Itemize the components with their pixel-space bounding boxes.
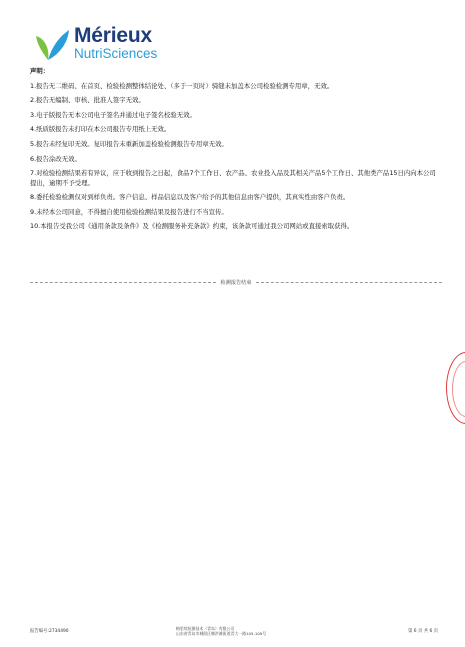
logo-wordmark-line2: NutriSciences (74, 46, 158, 61)
divider-line-right (256, 282, 442, 283)
company-address-line: 山东省青岛市城阳区棘洪滩街道青大一路105-109号 (176, 631, 267, 637)
statement-item: 3.电子版报告无本公司电子签名并通过电子签名校验无效。 (30, 110, 196, 119)
statement-item: 10.本报告受我公司《通用条款及条件》及《检测服务补充条款》约束，该条款可通过我公司网站或直接索取获得。 (30, 222, 354, 231)
statement-item: 5.报告未经复印无效。复印报告未重新加盖检验检测报告专用章无效。 (30, 139, 228, 148)
divider-line-left (30, 282, 216, 283)
logo-mark-icon (34, 28, 70, 62)
statement-item: 8.委托检验检测仅对到样负责。客户信息、样品信息以及客户给予的其他信息由客户提供，其真实性由客户负责。 (30, 193, 350, 202)
report-end-divider (30, 277, 442, 287)
logo-wordmark-line1: Mérieux (74, 24, 152, 47)
company-name-line: 梅里埃检测技术（青岛）有限公司 (176, 626, 235, 631)
company-logo (34, 24, 164, 64)
statement-item: 1.报告无二维码、在首页、检验检测整体结论处、（多于一页时）骑缝未加盖本公司检验检测专用章，无效。 (30, 81, 334, 90)
statement-section (30, 67, 442, 237)
statement-item: 4.纸质版报告未打印在本公司报告专用纸上无效。 (30, 125, 171, 134)
statement-item: 6.报告涂改无效。 (30, 154, 81, 163)
statement-item: 2.报告无编制、审核、批准人签字无效。 (30, 96, 145, 105)
seal-stamp (446, 352, 465, 424)
report-number: 报告编号:2734490 (30, 629, 69, 634)
seal-stamp-inner-ring (452, 361, 465, 417)
report-end-text: 检测报告结束 (220, 279, 252, 286)
statement-heading: 声明： (30, 67, 50, 75)
company-address (176, 626, 296, 636)
page-number: 第 6 页 共 6 页 (408, 629, 439, 634)
statement-item: 7.对检验检测结果若有异议，应于收到报告之日起，食品7个工作日、农产品、农业投入品及其相关产品5个工作日、其他类产品15日内向本公司提出，逾期不予受理。 (30, 169, 436, 187)
statement-item: 9.未经本公司同意，不得擅自使用检验检测结果及报告进行不当宣传。 (30, 207, 228, 216)
